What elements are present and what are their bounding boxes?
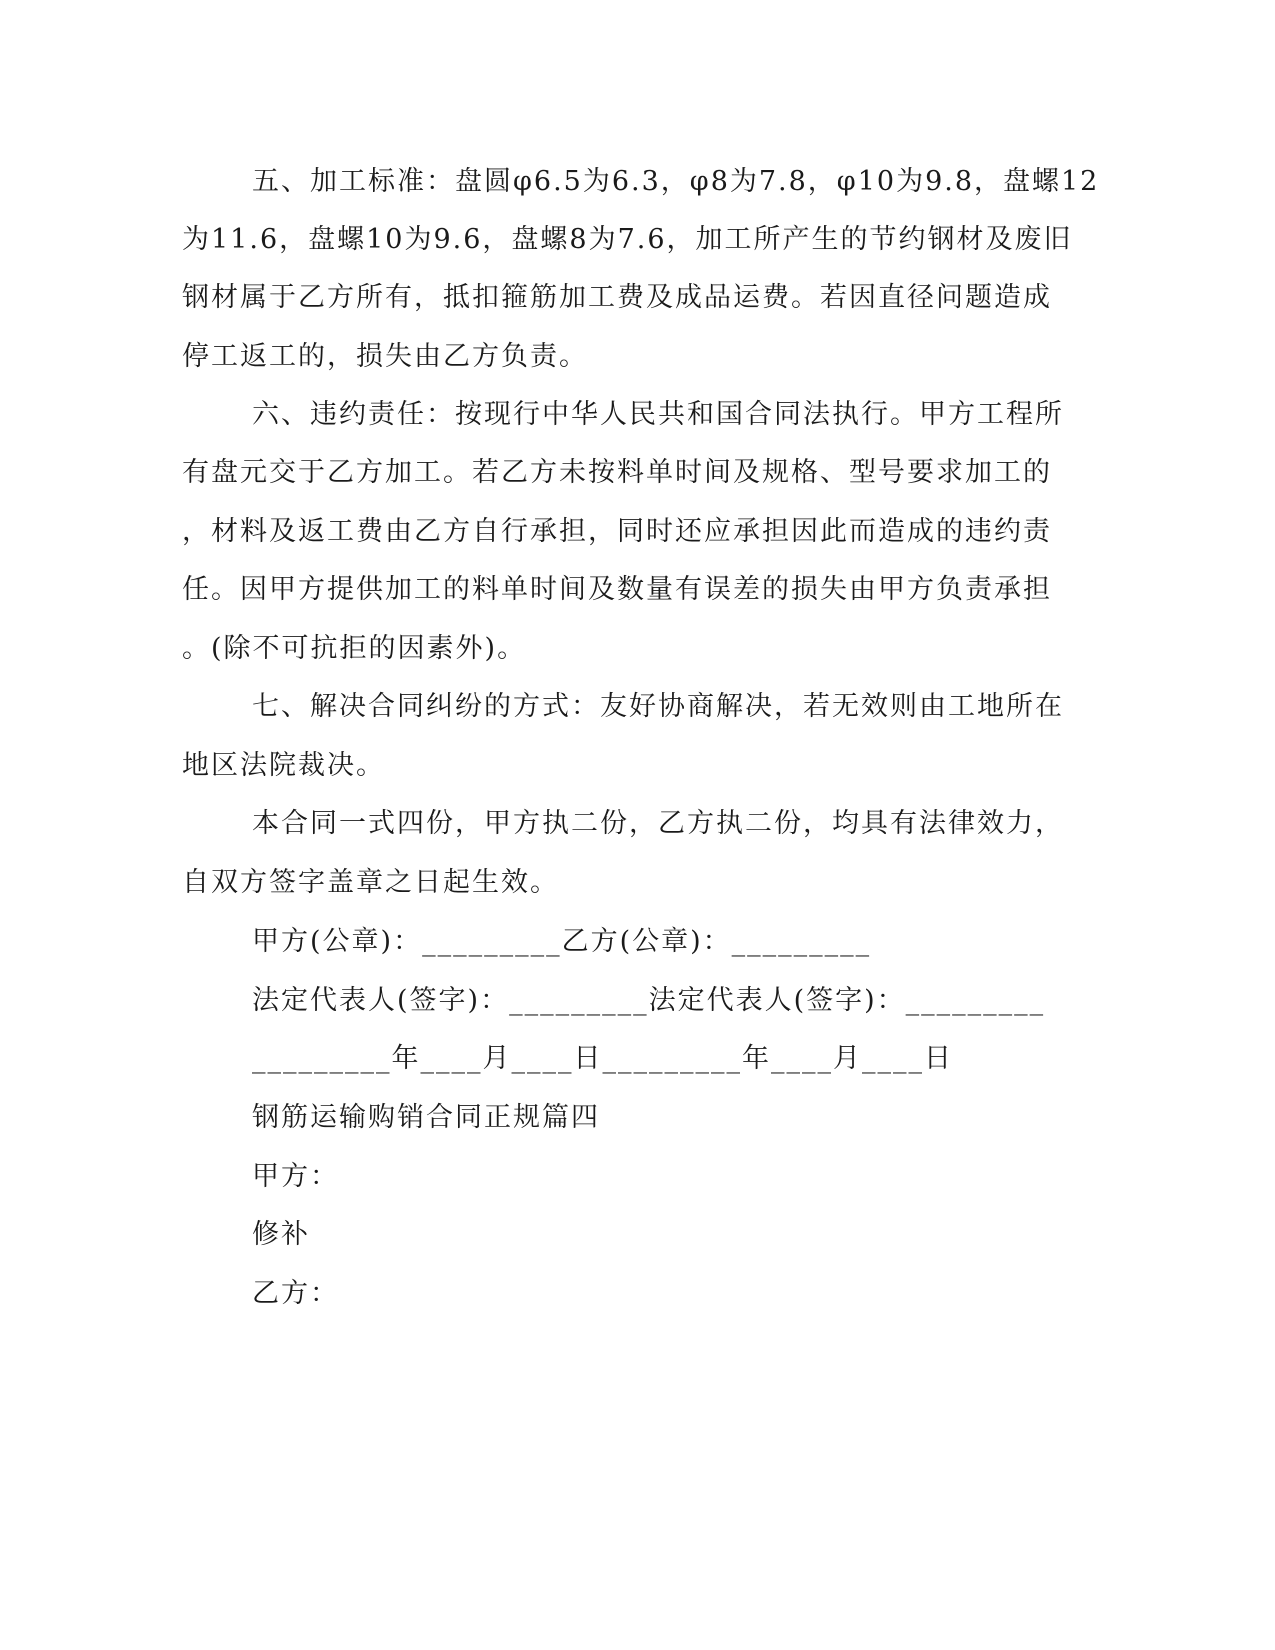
representative-line: 法定代表人(签字)：_________法定代表人(签字)：_________ — [252, 985, 1046, 1016]
clause-5-line-3: 钢材属于乙方所有，抵扣箍筋加工费及成品运费。若因直径问题造成 — [182, 282, 1052, 313]
clause-6-line-3: ，材料及返工费由乙方自行承担，同时还应承担因此而造成的违约责 — [182, 516, 1052, 547]
clause-6-line-5: 。(除不可抗拒的因素外)。 — [182, 633, 527, 664]
seal-line: 甲方(公章)：_________乙方(公章)：_________ — [252, 926, 872, 957]
clause-5-line-1: 五、加工标准：盘圆φ6.5为6.3，φ8为7.8，φ10为9.8，盘螺12 — [252, 166, 1100, 197]
clause-7-line-2: 地区法院裁决。 — [182, 750, 385, 781]
date-line: _________年____月____日_________年____月____日 — [252, 1043, 953, 1074]
party-a-line: 甲方： — [252, 1161, 339, 1192]
note-line: 修补 — [252, 1219, 310, 1250]
clause-6-line-2: 有盘元交于乙方加工。若乙方未按料单时间及规格、型号要求加工的 — [182, 457, 1052, 488]
clause-6-line-1: 六、违约责任：按现行中华人民共和国合同法执行。甲方工程所 — [252, 399, 1064, 430]
clause-5-line-4: 停工返工的，损失由乙方负责。 — [182, 341, 588, 372]
copies-line-1: 本合同一式四份，甲方执二份，乙方执二份，均具有法律效力， — [252, 808, 1064, 839]
party-b-line: 乙方： — [252, 1278, 339, 1309]
copies-line-2: 自双方签字盖章之日起生效。 — [182, 867, 559, 898]
clause-5-line-2: 为11.6，盘螺10为9.6，盘螺8为7.6，加工所产生的节约钢材及废旧 — [182, 224, 1073, 255]
section-heading: 钢筋运输购销合同正规篇四 — [252, 1102, 600, 1133]
clause-7-line-1: 七、解决合同纠纷的方式：友好协商解决，若无效则由工地所在 — [252, 691, 1064, 722]
clause-6-line-4: 任。因甲方提供加工的料单时间及数量有误差的损失由甲方负责承担 — [182, 574, 1052, 605]
